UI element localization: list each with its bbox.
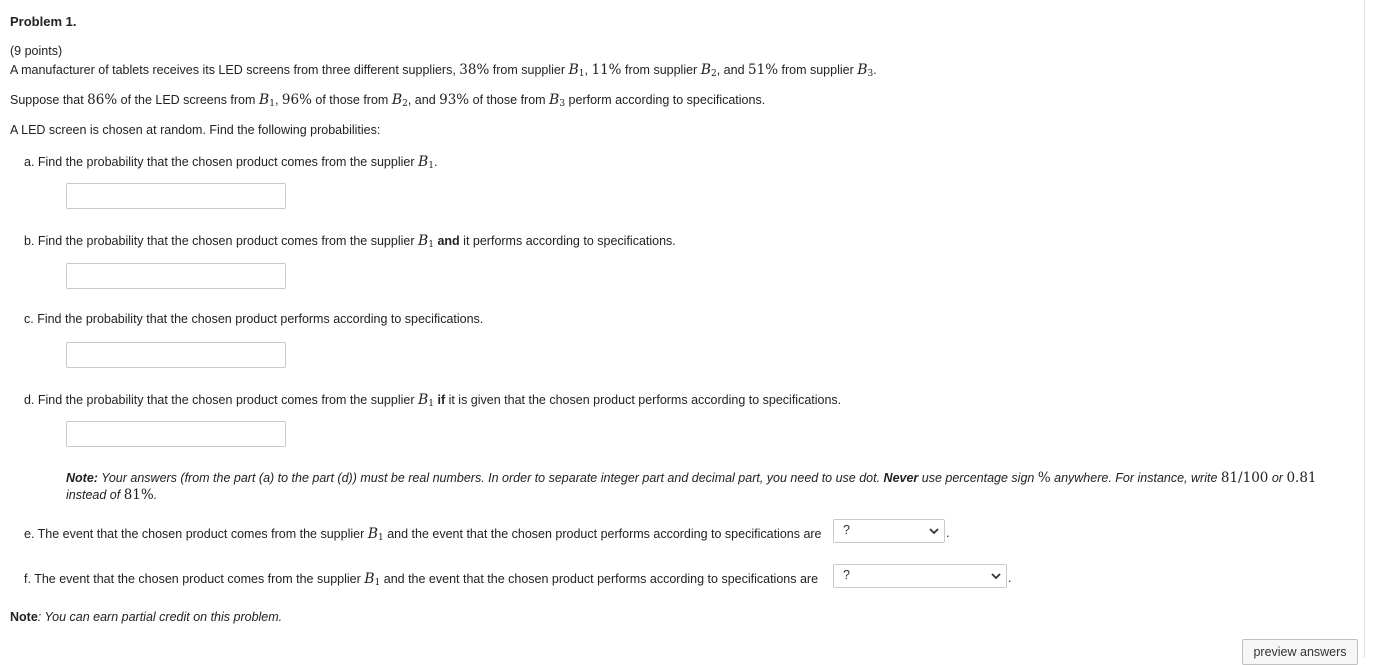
partial-credit-note: Note: You can earn partial credit on this problem. [10, 610, 283, 624]
part-c-question: c. Find the probability that the chosen product performs according to specifications. [24, 312, 484, 326]
part-e-select-value: ? [843, 523, 850, 537]
part-f-select-value: ? [843, 568, 850, 582]
part-b-question: b. Find the probability that the chosen product comes from the supplier $B_1$ and it performs according to specifications. [24, 233, 676, 250]
problem-title: Problem 1. [10, 14, 77, 29]
part-d-answer-input[interactable] [66, 421, 286, 447]
intro-text: A manufacturer of tablets receives its LED screens from three different suppliers, 38% from supplier $B_1$, 11% from supplier $B_2$, and 51% from supplier $B_3$. [10, 62, 877, 79]
part-c-answer-input[interactable] [66, 342, 286, 368]
part-e-period: . [946, 526, 950, 540]
preview-answers-button[interactable]: preview answers [1242, 639, 1358, 665]
chevron-down-icon [928, 525, 940, 537]
chevron-down-icon [990, 570, 1002, 582]
points-label: (9 points) [10, 44, 63, 58]
part-a-answer-input[interactable] [66, 183, 286, 209]
part-d-question: d. Find the probability that the chosen product comes from the supplier $B_1$ if it is given that the chosen product performs according to specifications. [24, 392, 842, 409]
answer-format-note: Note: Your answers (from the part (a) to the part (d)) must be real numbers. In order to separate integer part and decimal part, you need to use dot. Never use percentage sign % anywhere. For instance, write 81/100 or 0.81 instead of 81%. [66, 470, 1317, 503]
part-b-answer-input[interactable] [66, 263, 286, 289]
part-a-question: a. Find the probability that the chosen product comes from the supplier $B_1$. [24, 154, 438, 171]
suppose-text: Suppose that 86% of the LED screens from $B_1$, 96% of those from $B_2$, and 93% of those from $B_3$ perform according to specifications. [10, 92, 766, 109]
part-e-select[interactable] [833, 519, 945, 543]
random-text: A LED screen is chosen at random. Find the following probabilities: [10, 123, 381, 137]
part-f-period: . [1008, 571, 1012, 585]
part-f-select[interactable] [833, 564, 1007, 588]
part-f-question: f. The event that the chosen product comes from the supplier $B_1$ and the event that the chosen product performs according to specifications are [24, 571, 819, 588]
part-e-question: e. The event that the chosen product comes from the supplier $B_1$ and the event that the chosen product performs according to specifications are [24, 526, 822, 543]
